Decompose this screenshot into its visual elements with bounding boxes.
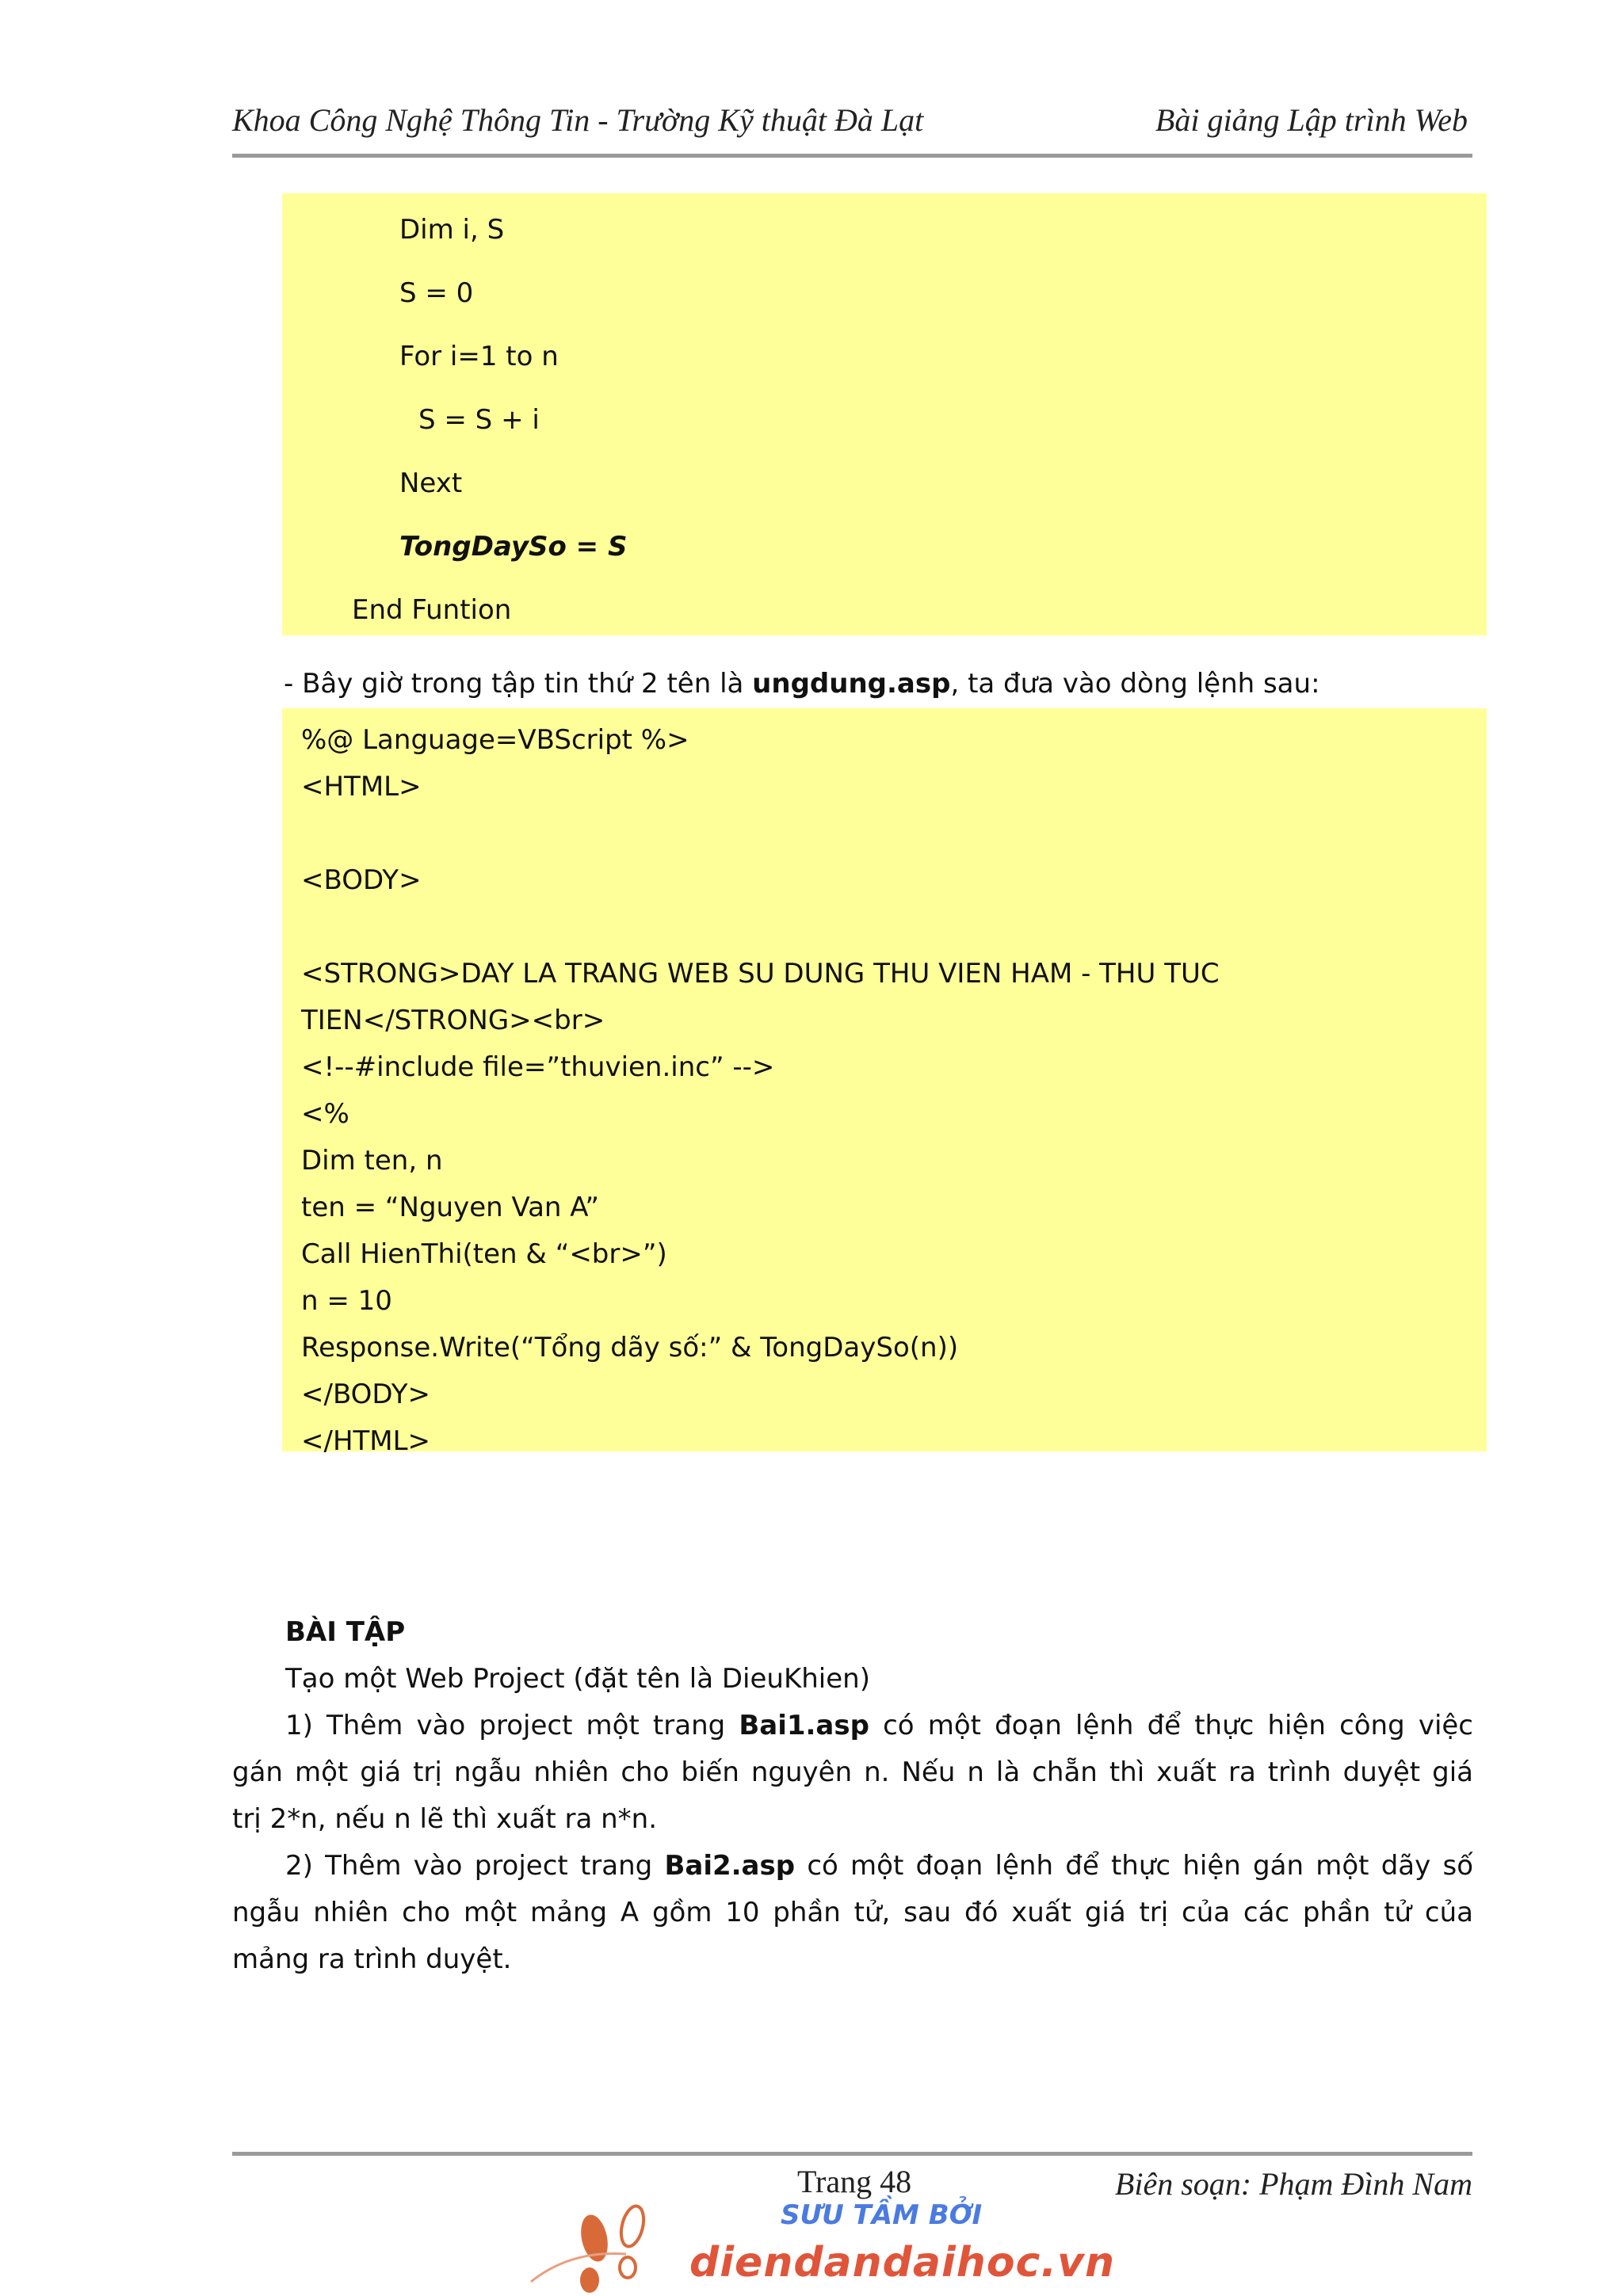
code-block-2 [282, 708, 1487, 1457]
code-line: </BODY> [301, 1379, 431, 1410]
watermark-top-text: SƯU TẦM BỞI [781, 2199, 983, 2231]
exercise-item-1-line-3: trị 2*n, nếu n lẽ thì xuất ra n*n. [232, 1803, 658, 1835]
code-line: <% [301, 1098, 349, 1130]
code-line: </HTML> [301, 1425, 431, 1457]
code-line: ten = “Nguyen Van A” [301, 1192, 599, 1223]
intro-filename: ungdung.asp [752, 668, 951, 700]
page-header [232, 93, 1472, 158]
exercise-item-1-line-2: gán một giá trị ngẫu nhiên cho biến nguyên n. Nếu n là chẵn thì xuất ra trình duyệt giá [232, 1756, 1473, 1788]
code-line: Next [399, 467, 463, 499]
code-line: TIEN</STRONG><br> [301, 1005, 605, 1036]
footer-rule [232, 2152, 1472, 2156]
exercise-item-2-line-3: mảng ra trình duyệt. [232, 1943, 512, 1975]
code-line: <HTML> [301, 771, 422, 803]
code-line: <STRONG>DAY LA TRANG WEB SU DUNG THU VIEN HAM - THU TUC [301, 958, 1220, 990]
exercise-title: BÀI TẬP [285, 1616, 406, 1648]
watermark-site: diendandaihoc.vn [689, 2239, 1116, 2286]
code-line: n = 10 [301, 1285, 392, 1317]
footer-author: Biên soạn: Phạm Đình Nam [1114, 2166, 1472, 2202]
exercise-item-1-file: Bai1.asp [739, 1710, 869, 1741]
exercise-item-2-line-2: ngẫu nhiên cho một mảng A gồm 10 phần tử, sau đó xuất giá trị của các phần tử của [232, 1897, 1473, 1928]
code-line: <!--#include file=”thuvien.inc” --> [301, 1051, 775, 1083]
exercise-item-1-line-1: 1) Thêm vào project một trang Bai1.asp có một đoạn lệnh để thực hiện công việc [285, 1710, 1474, 1741]
intro-line [284, 668, 1320, 700]
code-line: Dim ten, n [301, 1145, 443, 1177]
page-number: Trang 48 [797, 2164, 912, 2199]
code-line: Call HienThi(ten & “<br>”) [301, 1238, 667, 1270]
code-line: <BODY> [301, 864, 422, 896]
code-line: For i=1 to n [399, 341, 559, 372]
code-line: %@ Language=VBScript %> [301, 724, 689, 756]
exercise-intro: Tạo một Web Project (đặt tên là DieuKhien) [285, 1663, 870, 1695]
code-line: S = S + i [418, 404, 540, 436]
code-line: End Funtion [352, 594, 512, 626]
header-right: Bài giảng Lập trình Web [1155, 102, 1468, 138]
intro-prefix: - Bây giờ trong tập tin thứ 2 tên là [284, 668, 753, 700]
code-line: Response.Write(“Tổng dãy số:” & TongDaySo(n)) [301, 1332, 959, 1363]
watermark-logo [523, 2195, 1116, 2296]
code-block-1 [282, 193, 1487, 635]
exercise-item-2-line-1: 2) Thêm vào project trang Bai2.asp có một đoạn lệnh để thực hiện gán một dãy số [285, 1850, 1474, 1882]
header-left: Khoa Công Nghệ Thông Tin - Trường Kỹ thuật Đà Lạt [232, 102, 924, 138]
code-line: Dim i, S [399, 214, 505, 246]
code-line: S = 0 [399, 277, 474, 309]
exercise-item-2-file: Bai2.asp [664, 1850, 796, 1882]
intro-suffix: , ta đưa vào dòng lệnh sau: [950, 668, 1320, 700]
code-line-return: TongDaySo = S [399, 531, 628, 563]
